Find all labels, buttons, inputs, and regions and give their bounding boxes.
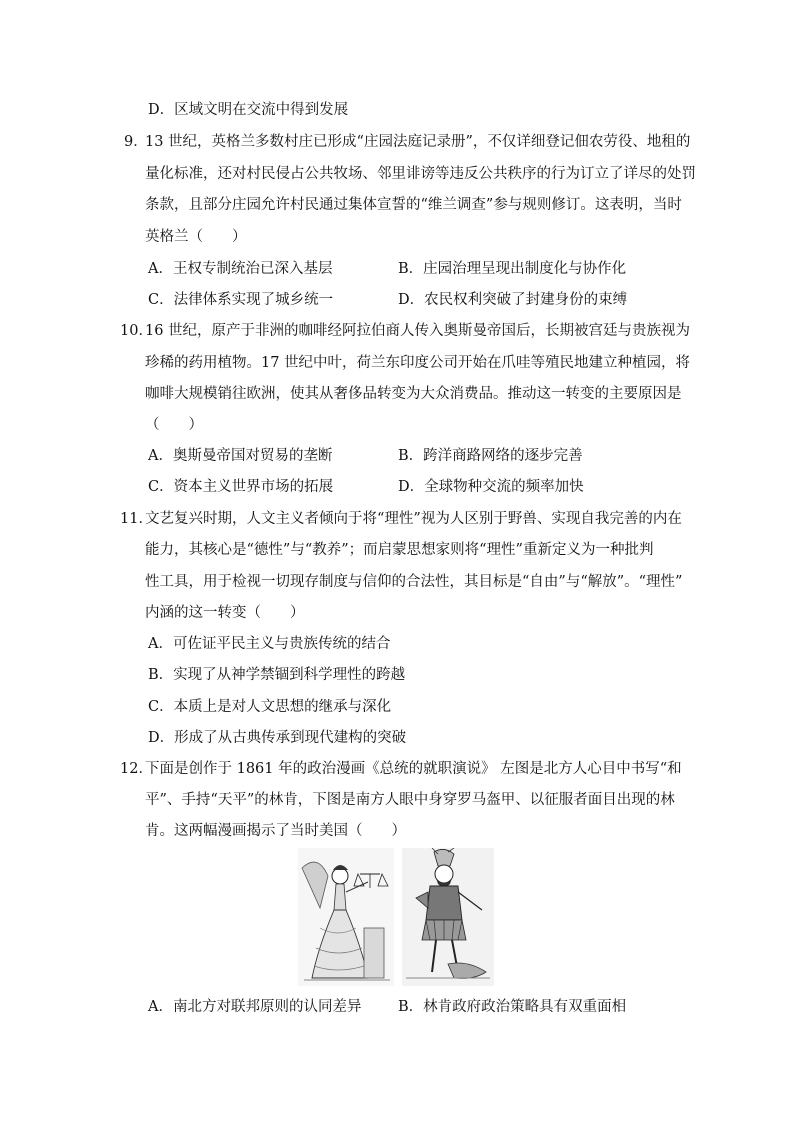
q9-number: 9．	[124, 134, 148, 150]
q12-number: 12．	[120, 761, 153, 777]
q11-number: 11．	[120, 511, 153, 527]
left-cartoon-lincoln-peace	[298, 848, 394, 986]
q10-option-d: D．全球物种交流的频率加快	[398, 479, 584, 495]
q12-stem-line: 下面是创作于 1861 年的政治漫画《总统的就职演说》 左图是北方人心目中书写“和	[145, 761, 682, 777]
q9-stem-line: 英格兰（ ）	[145, 229, 247, 245]
q9-option-d: D．农民权利突破了封建身份的束缚	[398, 292, 628, 308]
q10-option-c: C．资本主义世界市场的拓展	[148, 479, 334, 495]
q10-stem-line: 16 世纪，原产于非洲的咖啡经阿拉伯商人传入奥斯曼帝国后，长期被宫廷与贵族视为	[145, 323, 691, 339]
q10-stem-line: 咖啡大规模销往欧洲，使其从奢侈品转变为大众消费品。推动这一转变的主要原因是	[145, 386, 682, 402]
q11-option-c: C．本质上是对人文思想的继承与深化	[148, 699, 392, 715]
q9-option-b: B．庄园治理呈现出制度化与协作化	[398, 261, 627, 277]
q9-option-a: A．王权专制统治已深入基层	[148, 261, 333, 277]
q12-option-a: A．南北方对联邦原则的认同差异	[148, 999, 362, 1015]
q11-option-d: D．形成了从古典传承到现代建构的突破	[148, 730, 407, 746]
q11-stem-line: 性工具，用于检视一切现存制度与信仰的合法性，其目标是“自由”与“解放”。“理性”	[145, 574, 683, 590]
q11-option-a: A．可佐证平民主义与贵族传统的结合	[148, 636, 391, 652]
q10-option-b: B．跨洋商路网络的逐步完善	[398, 448, 583, 464]
q11-stem-line: 内涵的这一转变（ ）	[145, 605, 305, 621]
q11-stem-line: 文艺复兴时期，人文主义者倾向于将“理性”视为人区别于野兽、实现自我完善的内在	[145, 511, 682, 527]
q10-option-a: A．奥斯曼帝国对贸易的垄断	[148, 448, 333, 464]
right-cartoon-lincoln-conqueror	[402, 848, 494, 986]
q9-stem-line: 量化标准，还对村民侵占公共牧场、邻里诽谤等违反公共秩序的行为订立了详尽的处罚	[145, 166, 696, 182]
q12-stem-line: 肯。这两幅漫画揭示了当时美国（ ）	[145, 823, 406, 839]
political-cartoon-figure	[298, 848, 494, 986]
q12-stem-line: 平”、手持“天平”的林肯，下图是南方人眼中身穿罗马盔甲、以征服者面目出现的林	[145, 792, 675, 808]
q8-option-d: D．区域文明在交流中得到发展	[148, 102, 349, 118]
q10-number: 10．	[120, 323, 153, 339]
q12-option-b: B．林肯政府政治策略具有双重面相	[398, 999, 627, 1015]
q9-stem-line: 13 世纪，英格兰多数村庄已形成“庄园法庭记录册”，不仅详细登记佃农劳役、地租的	[145, 134, 691, 150]
q10-stem-line: 珍稀的药用植物。17 世纪中叶，荷兰东印度公司开始在爪哇等殖民地建立种植园，将	[145, 355, 691, 371]
q9-option-c: C．法律体系实现了城乡统一	[148, 292, 334, 308]
q10-stem-line: （ ）	[145, 417, 203, 433]
q11-stem-line: 能力，其核心是“德性”与“教养”；而启蒙思想家则将“理性”重新定义为一种批判	[145, 542, 654, 558]
q9-stem-line: 条款，且部分庄园允许村民通过集体宣誓的“维兰调查”参与规则修订。这表明，当时	[145, 197, 682, 213]
q11-option-b: B．实现了从神学禁锢到科学理性的跨越	[148, 667, 406, 683]
